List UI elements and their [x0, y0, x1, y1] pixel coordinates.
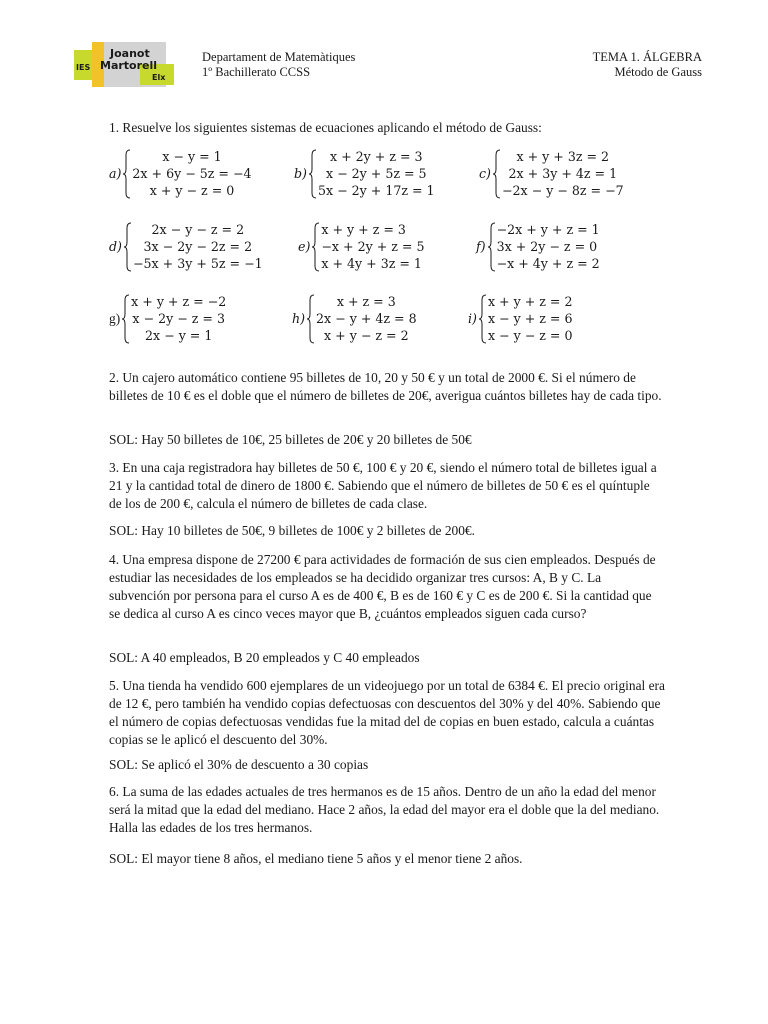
- problem-5-statement: 5. Una tienda ha vendido 600 ejemplares de un videojuego por un total de 6384 €. El precio original era de 12 €, pero también ha vendido copias defectuosas con descuentos del 30% y del 40%. Sabiendo que el número de copias defectuosas vendidas fue la mitad del de copias en buen estado, calcula a cuántas copias se le aplicó el descuento del 30%.: [109, 678, 665, 747]
- equation: −x + 4y + z = 2: [496, 256, 600, 272]
- problem-6-solution: SOL: El mayor tiene 8 años, el mediano tiene 5 años y el menor tiene 2 años.: [109, 851, 523, 866]
- equation: 2x − y = 1: [145, 328, 213, 344]
- system-i: [468, 293, 573, 345]
- equation: x − y = 1: [162, 149, 222, 164]
- system-label: a): [109, 166, 122, 182]
- system-e: [298, 221, 424, 273]
- equation: 5x − 2y + 17z = 1: [317, 183, 435, 199]
- equation: x + y + z = 2: [487, 294, 573, 309]
- equation: 2x − y − z = 2: [151, 222, 245, 237]
- system-label: h): [292, 311, 306, 327]
- department-header: [202, 50, 355, 80]
- system-label: c): [479, 166, 491, 182]
- system-d: [109, 221, 263, 273]
- topic-subtitle: Método de Gauss: [614, 65, 702, 79]
- logo-city: Elx: [152, 73, 166, 82]
- left-brace-icon: [311, 222, 320, 272]
- equation: x + y − z = 2: [324, 328, 409, 344]
- logo-line1: Joanot: [110, 47, 150, 60]
- problem-2-statement: 2. Un cajero automático contiene 95 billetes de 10, 20 y 50 € y un total de 2000 €. Si el número de billetes de 10 € es el doble que el número de billetes de 20€, averigua cuántos billetes hay de cada tipo.: [109, 370, 662, 403]
- equation: x − y − z = 0: [487, 328, 573, 344]
- left-brace-icon: [478, 294, 487, 344]
- system-label: i): [468, 311, 477, 327]
- equation: x + 2y + z = 3: [330, 149, 423, 164]
- equation: 2x − y + 4z = 8: [316, 311, 417, 327]
- left-brace-icon: [121, 294, 130, 344]
- problem-3-statement: 3. En una caja registradora hay billetes de 50 €, 100 € y 20 €, siendo el número total de billetes igual a 21 y la cantidad total de dinero de 1800 €. Sabiendo que el número de billetes de 50 € es el quíntuple de los de 200 €, calcula el número de billetes de cada clase.: [109, 460, 657, 511]
- equation: −5x + 3y + 5z = −1: [132, 256, 263, 272]
- left-brace-icon: [123, 222, 132, 272]
- equation: x + y − z = 0: [149, 183, 235, 199]
- system-label: g): [109, 310, 121, 326]
- equation: 2x + 6y − 5z = −4: [132, 166, 252, 182]
- equation: x + y + z = −2: [131, 294, 227, 309]
- equation: x − y + z = 6: [487, 311, 573, 327]
- equation: −2x + y + z = 1: [496, 222, 600, 237]
- left-brace-icon: [306, 294, 315, 344]
- left-brace-icon: [487, 222, 496, 272]
- problem-6-statement: 6. La suma de las edades actuales de tres hermanos es de 15 años. Dentro de un año la edad del menor será la mitad que la edad del mediano. Hace 2 años, la edad del mayor era el doble que la del mediano. Halla las edades de los tres hermanos.: [109, 784, 660, 835]
- course-name: 1º Bachillerato CCSS: [202, 65, 311, 79]
- problem-4-statement: 4. Una empresa dispone de 27200 € para actividades de formación de sus cien empleados. Después de estudiar las necesidades de los empleados se ha decidido organizar tres cursos: A, B y C. La subvención por persona para el curso A es de 400 €, B es de 160 € y C es de 200 €. Si la cantidad que se dedica al curso A es cinco veces mayor que B, ¿cuántos empleados siguen cada curso?: [109, 552, 656, 621]
- system-f: [476, 221, 600, 273]
- problem-4-solution: SOL: A 40 empleados, B 20 empleados y C 40 empleados: [109, 650, 420, 665]
- topic-title: TEMA 1. ÁLGEBRA: [592, 50, 702, 64]
- system-label: e): [298, 239, 311, 255]
- system-a: [109, 148, 252, 200]
- department-name: Departament de Matemàtiques: [202, 50, 356, 64]
- equation: 2x + 3y + 4z = 1: [508, 166, 618, 182]
- equation: 3x − 2y − 2z = 2: [143, 239, 253, 255]
- equation: x − 2y − z = 3: [132, 311, 225, 327]
- logo-line2: Martorell: [100, 59, 158, 72]
- system-c: [479, 148, 624, 200]
- system-h: [292, 293, 417, 345]
- logo-ies: IES: [76, 63, 91, 72]
- equation: x − 2y + 5z = 5: [325, 166, 427, 182]
- system-label: b): [294, 166, 307, 182]
- equation: 3x + 2y − z = 0: [496, 239, 598, 255]
- equation: x + z = 3: [336, 294, 396, 309]
- problem-3-solution: SOL: Hay 10 billetes de 50€, 9 billetes de 100€ y 2 billetes de 200€.: [109, 523, 475, 538]
- topic-header: [593, 50, 702, 80]
- system-label: d): [109, 239, 122, 255]
- question-1-statement: 1. Resuelve los siguientes sistemas de ecuaciones aplicando el método de Gauss:: [109, 120, 542, 135]
- left-brace-icon: [492, 149, 501, 199]
- school-logo: [74, 42, 178, 87]
- equation: x + 4y + 3z = 1: [321, 256, 422, 272]
- problem-2-solution: SOL: Hay 50 billetes de 10€, 25 billetes de 20€ y 20 billetes de 50€: [109, 432, 472, 447]
- equation: x + y + 3z = 2: [516, 149, 610, 164]
- equation: x + y + z = 3: [321, 222, 406, 237]
- left-brace-icon: [308, 149, 317, 199]
- system-label: f): [476, 239, 486, 255]
- left-brace-icon: [122, 149, 131, 199]
- equation: −2x − y − 8z = −7: [501, 183, 624, 199]
- system-g: [109, 293, 226, 345]
- system-b: [294, 148, 435, 200]
- problem-5-solution: SOL: Se aplicó el 30% de descuento a 30 copias: [109, 757, 369, 772]
- equation: −x + 2y + z = 5: [321, 239, 425, 255]
